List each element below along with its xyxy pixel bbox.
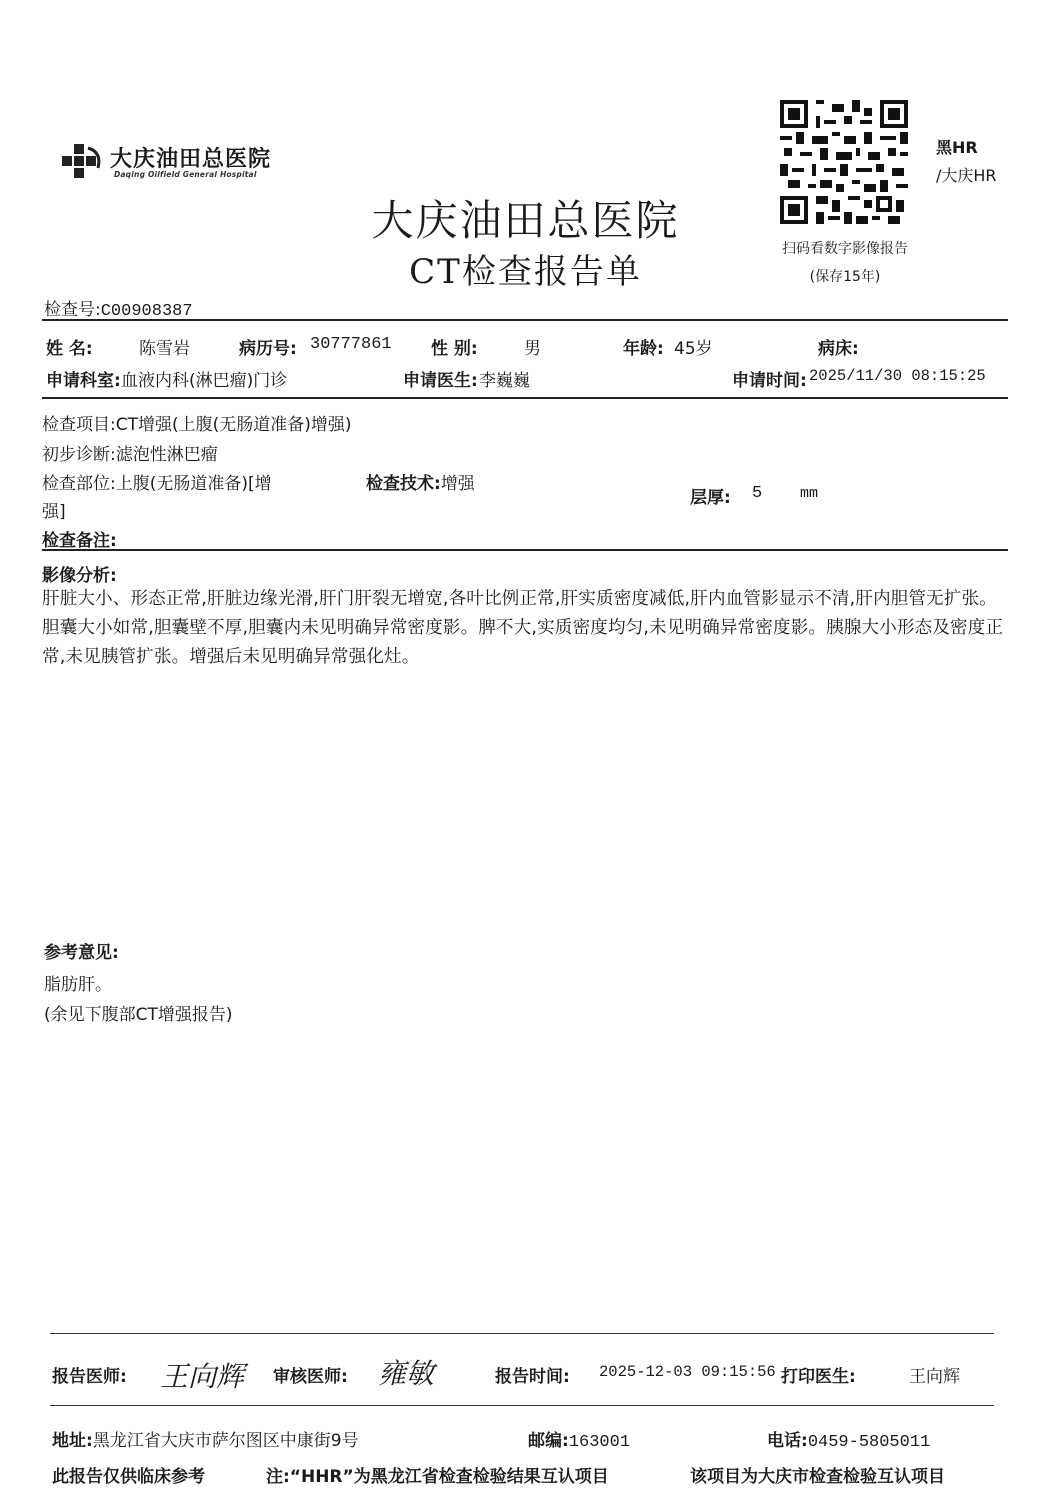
report-doctor-signature: 王向辉 <box>160 1360 245 1393</box>
dept-label: 申请科室: <box>46 371 121 391</box>
slice-unit: mm <box>800 485 819 502</box>
report-time-value: 2025-12-03 09:15:56 <box>599 1363 776 1381</box>
req-doctor-value: 李巍巍 <box>479 371 530 391</box>
remark-label: 检查备注: <box>42 531 117 551</box>
patient-name: 陈雪岩 <box>139 339 190 359</box>
exam-item-label: 检查项目: <box>42 415 116 435</box>
phone-label: 电话: <box>767 1431 808 1451</box>
divider-footer-mid <box>50 1405 994 1406</box>
phone-value: 0459-5805011 <box>807 1433 931 1452</box>
qr-tag-line1: 黑HR <box>936 138 978 157</box>
record-label: 病历号: <box>239 339 297 359</box>
logo-text-en: Daqing Oilfield General Hospital <box>114 170 257 179</box>
exam-site-value: 上腹(无肠道准备)[增 <box>115 474 272 494</box>
diagnosis <box>42 440 218 465</box>
exam-item-value: CT增强(上腹(无肠道准备)增强) <box>115 415 352 435</box>
dept-value: 血液内科(淋巴瘤)门诊 <box>121 371 288 391</box>
footer-note-clinical: 此报告仅供临床参考 <box>52 1467 205 1487</box>
exam-tech-value: 增强 <box>440 474 475 494</box>
print-doctor-label: 打印医生: <box>781 1367 856 1387</box>
slice-label: 层厚: <box>690 488 731 508</box>
qr-caption-line1: 扫码看数字影像报告 <box>782 241 908 257</box>
logo-text-cn: 大庆油田总医院 <box>110 146 272 172</box>
exam-no <box>44 295 193 321</box>
review-doctor-signature: 雍敏 <box>378 1357 435 1390</box>
hospital-name: 大庆油田总医院 <box>371 196 680 245</box>
age-label: 年龄: <box>623 339 664 359</box>
exam-no-label: 检查号: <box>44 300 101 320</box>
print-doctor-value: 王向辉 <box>909 1367 960 1387</box>
address-label: 地址: <box>52 1431 93 1451</box>
footer-note-hhr: 注:“HHR”为黑龙江省检查检验结果互认项目 <box>266 1467 609 1487</box>
address-value: 黑龙江省大庆市萨尔图区中康街9号 <box>92 1431 359 1451</box>
report-time-label: 报告时间: <box>495 1367 570 1387</box>
review-doctor-label: 审核医师: <box>273 1367 348 1387</box>
phone <box>767 1426 930 1452</box>
exam-site-cont: 强] <box>42 502 66 522</box>
divider-footer-top <box>50 1333 994 1334</box>
opinion-line1: 脂肪肝。 <box>44 975 112 995</box>
diagnosis-label: 初步诊断: <box>42 445 116 465</box>
qr-code-icon <box>780 100 908 224</box>
sex-label: 性 别: <box>431 339 478 359</box>
analysis-text: 肝脏大小、形态正常,肝脏边缘光滑,肝门肝裂无增宽,各叶比例正常,肝实质密度减低,肝内血管影显示不清,肝内胆管无扩张。胆囊大小如常,胆囊壁不厚,胆囊内未见明确异常密度影。脾不大,实质密度均匀,未见明确异常密度影。胰腺大小形态及密度正常,未见胰管扩张。增强后未见明确异常强化灶。 <box>42 589 1004 667</box>
exam-item <box>42 410 352 435</box>
req-time-value: 2025/11/30 08:15:25 <box>809 367 986 385</box>
hospital-cross-icon <box>60 142 106 184</box>
exam-site-label: 检查部位: <box>42 474 116 494</box>
req-doctor-label: 申请医生: <box>403 371 478 391</box>
qr-caption-line2: (保存15年) <box>809 269 881 285</box>
divider-top <box>42 319 1008 321</box>
opinion-label: 参考意见: <box>44 943 119 963</box>
sex-value: 男 <box>524 339 541 359</box>
report-doctor-label: 报告医师: <box>52 1367 127 1387</box>
divider-exam <box>42 549 1008 551</box>
analysis-label: 影像分析: <box>42 566 117 586</box>
opinion-line2: (余见下腹部CT增强报告) <box>44 1005 233 1025</box>
hospital-logo <box>60 142 280 184</box>
exam-no-value: C00908387 <box>100 302 193 321</box>
zip-value: 163001 <box>568 1433 631 1452</box>
zip-label: 邮编: <box>528 1431 569 1451</box>
zip <box>528 1426 630 1452</box>
bed-label: 病床: <box>818 339 859 359</box>
exam-tech-label: 检查技术: <box>366 474 441 494</box>
report-title: CT检查报告单 <box>409 252 642 292</box>
footer-note-daqing: 该项目为大庆市检查检验互认项目 <box>690 1467 945 1487</box>
age-value: 45岁 <box>674 339 713 359</box>
record-value: 30777861 <box>310 335 392 354</box>
req-time-label: 申请时间: <box>732 371 807 391</box>
qr-tag-line2: /大庆HR <box>936 166 997 185</box>
exam-tech <box>366 469 475 494</box>
slice-value: 5 <box>752 484 763 503</box>
patient-name-label: 姓 名: <box>46 339 93 359</box>
diagnosis-value: 滤泡性淋巴瘤 <box>115 445 218 465</box>
divider-request <box>42 397 1008 399</box>
address <box>52 1426 359 1451</box>
exam-site <box>42 469 272 494</box>
